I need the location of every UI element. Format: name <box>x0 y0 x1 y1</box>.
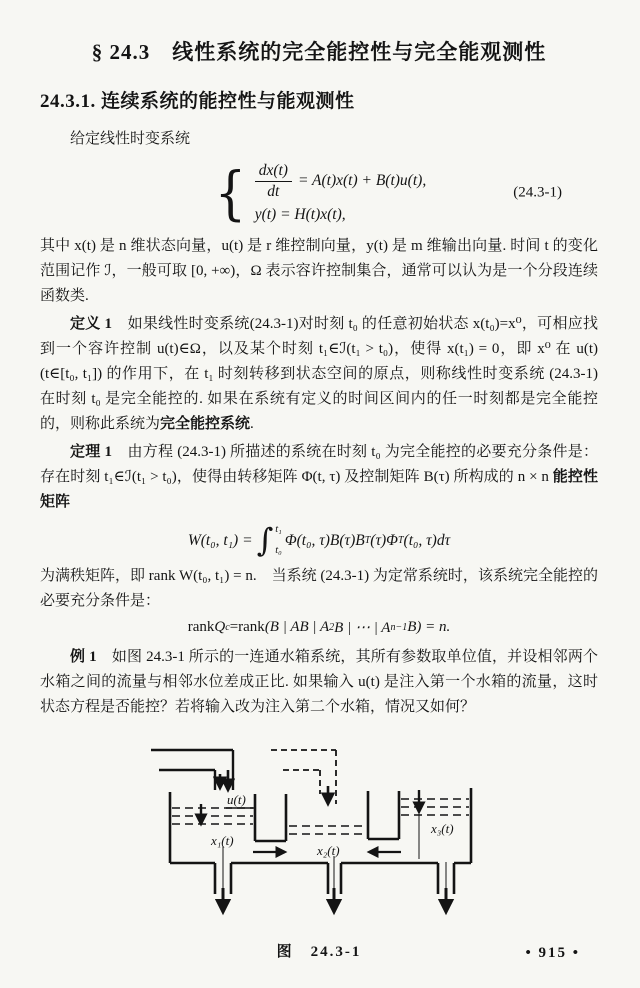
integral-sign: ∫ <box>256 521 274 560</box>
page-number: • 915 • <box>525 945 580 961</box>
integrand-part-3: (t₀, τ)dτ <box>403 531 451 549</box>
figure-caption: 图 24.3-1 <box>276 944 362 960</box>
integrand-part-1: Φ(t₀, τ)B(τ)B <box>284 531 365 549</box>
equals-sign: = <box>229 619 239 635</box>
example-1-paragraph <box>40 645 598 720</box>
rank-body-1: (B | AB | A <box>264 619 330 635</box>
label-u: u(t) <box>227 792 246 807</box>
fraction-denominator: dt <box>267 183 280 200</box>
gramian-lhs: W(t₀, t₁) = <box>187 531 253 549</box>
label-x3: x₃(t) <box>431 821 454 836</box>
label-x2: x₂(t) <box>317 843 340 858</box>
definition-1-text: 如果线性时变系统(24.3-1)对时刻 t₀ 的任意初始状态 x(t₀)=x⁰，可相应找到一个容许控制 u(t)∈Ω，以及某个时刻 t₁∈ℐ(t₁ > t₀)，使得 x(t₁) = 0，即 x⁰ 在 u(t)(t∈[t₀, t₁]) 的作用下，在 t₁ 时刻转移到状态空间的原点，则称线性时变系统 (24.3-1) 在时刻 t₀ 是完全能控的. 如果在系统有定义的时间区间内的任一时刻都是完全能控的，则称此系统为 <box>40 316 598 432</box>
state-equation-rhs: = A(t)x(t) + B(t)u(t), <box>297 172 427 189</box>
water-tank-diagram <box>143 732 495 930</box>
rank-body-2: B | ⋯ | A <box>334 620 391 636</box>
definition-1-period: . <box>250 416 254 432</box>
system-equation: { $\frac{dx(t)}{dt}$ = A(t)x(t) + B(t)u(t), y(t) = H(t)x(t), (24.3-1) <box>214 159 562 227</box>
definition-1-label: 定义 1 <box>70 316 113 332</box>
base-and-outlets <box>170 863 471 894</box>
equation-number: (24.3-1) <box>513 184 562 201</box>
variables-paragraph: 其中 x(t) 是 n 维状态向量，u(t) 是 r 维控制向量，y(t) 是 m 维输出向量. 时间 t 的变化范围记作 ℐ，一般可取 [0, +∞)，Ω 表示容许控制集合，通常可以认为是一个分段连续函数类. <box>40 238 598 304</box>
definition-1-term: 完全能控系统 <box>160 416 251 432</box>
rank-word-1: rank <box>187 619 215 635</box>
dashed-inflow-pipe <box>271 750 336 804</box>
example-1-text: 如图 24.3-1 所示的一连通水箱系统，其所有参数取单位值，并设相邻两个水箱之间的流量与相邻水位差成正比. 如果输入 u(t) 是注入第一个水箱的流量，这时状态方程是否能控？若将输入改为注入第二个水箱，情况又如何？ <box>40 649 598 715</box>
outlet-arrows <box>223 888 446 912</box>
Q-symbol: Q <box>214 619 226 635</box>
tank2-water <box>289 826 367 834</box>
intro-paragraph: 给定线性时变系统 <box>70 131 191 147</box>
tank1-water <box>172 808 253 824</box>
divider-1 <box>255 794 286 841</box>
gramian-equation: W(t₀, t₁) = ∫ t₁ t₀ Φ(t₀, τ)B(τ)B T (τ)Φ T (t₀, τ)dτ <box>187 521 451 560</box>
integral-lower-limit: t₀ <box>275 545 282 556</box>
integrand-part-2: (τ)Φ <box>370 531 398 549</box>
figure-24-3-1 <box>40 732 598 961</box>
label-x1: x₁(t) <box>211 833 234 848</box>
integral-upper-limit: t₁ <box>275 524 282 535</box>
rank-equation: rank Q c = rank (B | AB | A 2 B | ⋯ | A n−1 B) = n. <box>187 619 451 636</box>
rank-word-2: rank <box>238 619 265 635</box>
derivative-fraction <box>255 162 292 200</box>
water-levels <box>172 799 469 834</box>
integral-limits <box>275 525 282 556</box>
rank-body-3: B) = n. <box>407 619 451 635</box>
theorem-1-label: 定理 1 <box>70 444 113 460</box>
integral <box>256 521 282 560</box>
theorem-1-paragraph <box>40 440 598 515</box>
output-equation-line: y(t) = H(t)x(t), <box>254 206 346 223</box>
page-title: § 24.3 线性系统的完全能控性与完全能观测性 <box>91 40 547 64</box>
example-1-label: 例 1 <box>70 649 97 665</box>
inflow-arrows <box>220 770 228 790</box>
rank-condition-paragraph: 为满秩矩阵，即 rank W(t₀, t₁) = n. 当系统 (24.3-1) 为定常系统时，该系统完全能控的必要充分条件是： <box>40 568 598 609</box>
tank3-water <box>401 799 469 815</box>
state-equation-line <box>255 162 427 200</box>
equation-lines <box>255 162 427 224</box>
section-heading: 24.3.1. 连续系统的能控性与能观测性 <box>40 91 355 112</box>
fraction-numerator: dx(t) <box>255 162 292 182</box>
definition-1-paragraph <box>40 312 598 437</box>
divider-2 <box>368 791 399 839</box>
theorem-1-term: 能控性矩阵 <box>40 469 598 510</box>
theorem-1-text: 由方程 (24.3-1) 所描述的系统在时刻 t₀ 为完全能控的必要充分条件是：存在时刻 t₁∈ℐ(t₁ > t₀)，使得由转移矩阵 Φ(t, τ) 及控制矩阵 B(τ) 所构成的 n × n <box>40 444 598 485</box>
